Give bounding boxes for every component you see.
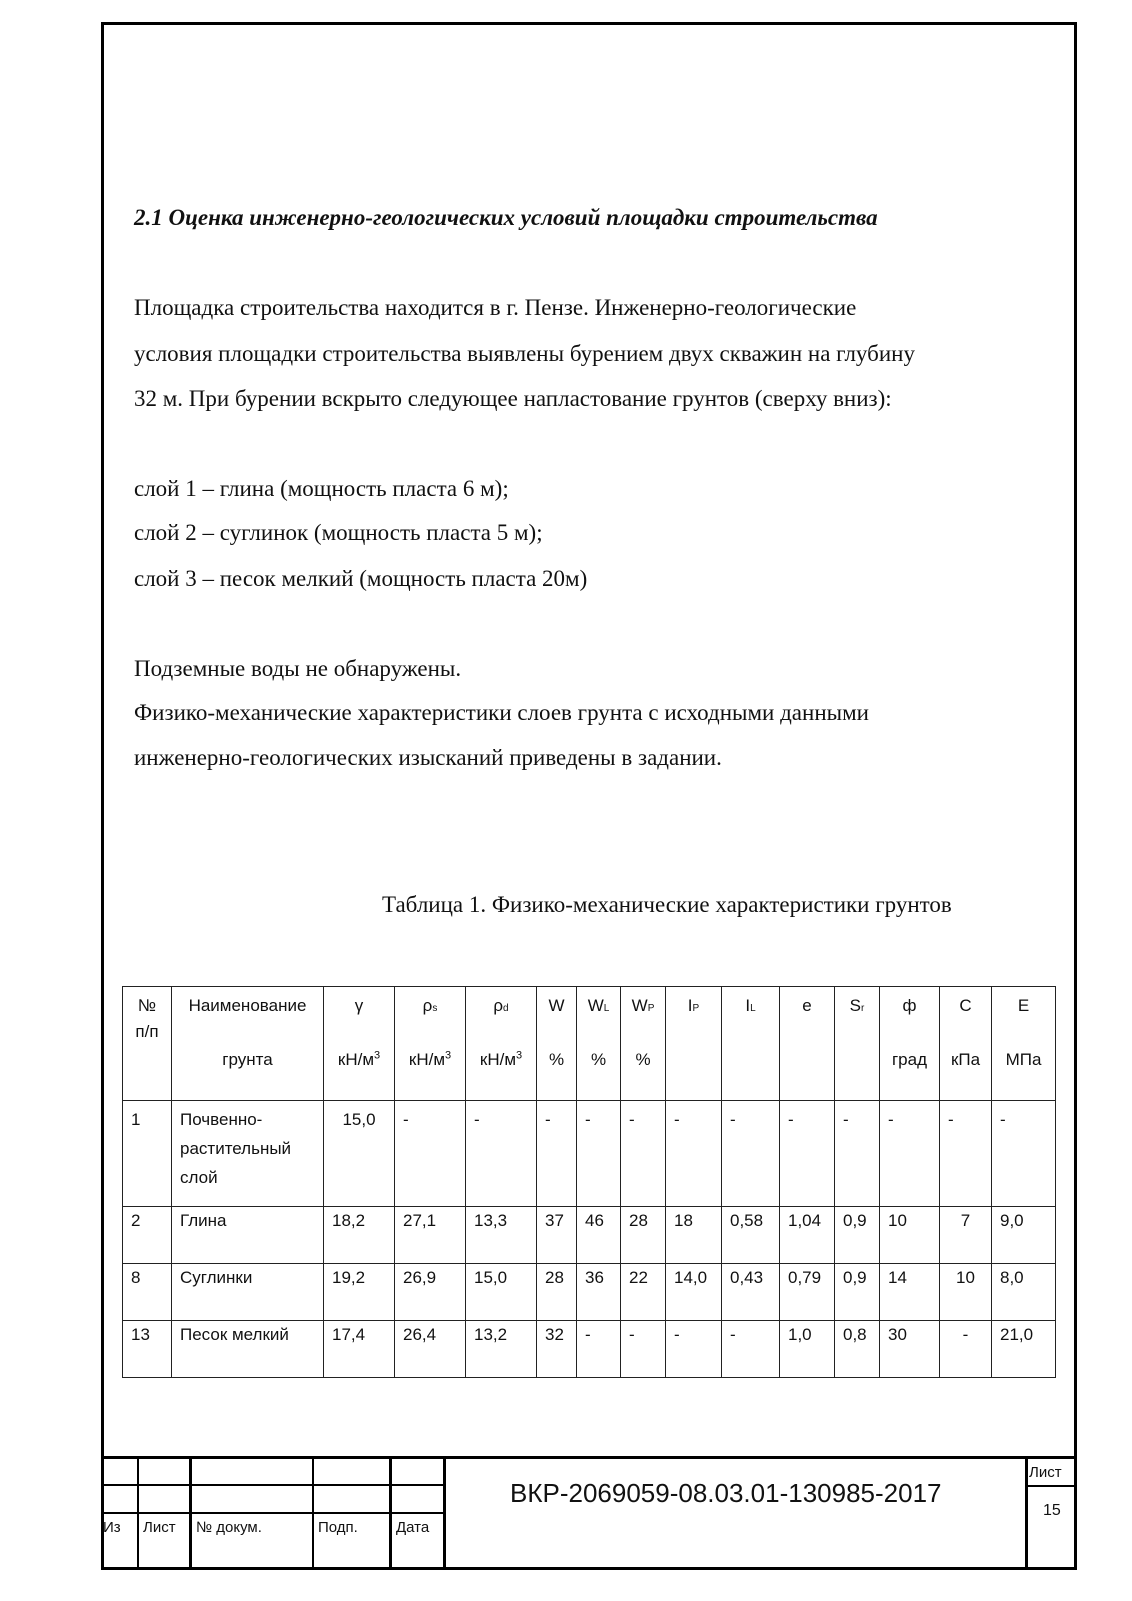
cell-sr: 0,8 (835, 1321, 880, 1378)
title-block-col-line-4 (389, 1456, 392, 1570)
cell-rho-d: 13,3 (466, 1207, 537, 1264)
cell-wl: 36 (577, 1264, 621, 1321)
cell-rho-s: 26,4 (395, 1321, 466, 1378)
cell-ip: 14,0 (666, 1264, 722, 1321)
cell-ip: - (666, 1321, 722, 1378)
header-wl: W (587, 996, 604, 1015)
cell-c: - (940, 1321, 992, 1378)
row-soil-name: Песок мелкий (172, 1321, 324, 1378)
cell-e: 0,79 (780, 1264, 835, 1321)
cell-E: 8,0 (992, 1264, 1056, 1321)
header-wl-unit: % (590, 1050, 607, 1069)
header-E: Е (1017, 996, 1030, 1015)
sheet-number: 15 (1043, 1502, 1061, 1519)
cell-phi: 10 (880, 1207, 940, 1264)
header-wp-unit: % (635, 1050, 651, 1069)
header-wp: W (631, 996, 648, 1015)
title-block-col-line-2 (189, 1456, 192, 1570)
cell-ip: - (666, 1101, 722, 1207)
cell-c: 10 (940, 1264, 992, 1321)
header-gamma-unit-sup: 3 (374, 1049, 381, 1062)
cell-wp: - (621, 1321, 666, 1378)
header-rho-s-unit: кН/м (408, 1050, 445, 1069)
cell-gamma: 17,4 (324, 1321, 395, 1378)
section-heading: 2.1 Оценка инженерно-геологических условий площадки строительства (134, 205, 878, 230)
cell-wp: 28 (621, 1207, 666, 1264)
cell-E: 9,0 (992, 1207, 1056, 1264)
cell-e: - (780, 1101, 835, 1207)
cell-sr: 0,9 (835, 1264, 880, 1321)
header-c: С (959, 996, 972, 1015)
cell-il: 0,58 (722, 1207, 780, 1264)
cell-il: - (722, 1101, 780, 1207)
header-rho-d-unit-sup: 3 (516, 1049, 523, 1062)
row-num: 2 (123, 1207, 172, 1264)
header-num: № (137, 996, 157, 1015)
title-block-col-line-3 (312, 1456, 314, 1570)
header-gamma-unit: кН/м (337, 1050, 374, 1069)
header-rho-d: ρ (493, 996, 504, 1015)
cell-E: 21,0 (992, 1321, 1056, 1378)
header-name: Наименование (188, 996, 307, 1015)
row-soil-name: Глина (172, 1207, 324, 1264)
cell-wp: - (621, 1101, 666, 1207)
title-block-label-iz: Из (103, 1519, 121, 1536)
header-e: e (802, 996, 812, 1015)
cell-wl: - (577, 1101, 621, 1207)
header-phi-unit: град (891, 1050, 928, 1069)
layer-line-3: слой 3 – песок мелкий (мощность пласта 20м) (134, 566, 588, 591)
cell-phi: - (880, 1101, 940, 1207)
header-rho-d-sub: d (503, 1003, 509, 1014)
cell-gamma: 18,2 (324, 1207, 395, 1264)
cell-phi: 14 (880, 1264, 940, 1321)
cell-w: 32 (537, 1321, 577, 1378)
cell-e: 1,0 (780, 1321, 835, 1378)
header-w-unit: % (548, 1050, 565, 1069)
cell-wl: 46 (577, 1207, 621, 1264)
soil-properties-table (122, 986, 1056, 1378)
cell-wl: - (577, 1321, 621, 1378)
header-ip: I (687, 996, 693, 1015)
note-line-3: инженерно-геологических изысканий приведены в задании. (134, 745, 722, 770)
cell-il: - (722, 1321, 780, 1378)
cell-w: 28 (537, 1264, 577, 1321)
document-code: ВКР-2069059-08.03.01-130985-2017 (510, 1478, 942, 1508)
note-line-1: Подземные воды не обнаружены. (134, 656, 462, 681)
title-block-label-sign: Подп. (318, 1519, 358, 1536)
intro-line-1: Площадка строительства находится в г. Пензе. Инженерно-геологические (134, 295, 857, 320)
title-block-label-date: Дата (396, 1519, 430, 1536)
title-block-label-list: Лист (143, 1519, 176, 1536)
header-sr-sub: r (861, 1003, 865, 1014)
cell-rho-d: - (466, 1101, 537, 1207)
table-row (123, 1321, 1056, 1378)
sheet-label: Лист (1029, 1464, 1062, 1481)
title-block-sheet-line (1026, 1485, 1077, 1487)
header-name-2: грунта (222, 1050, 273, 1069)
cell-E: - (992, 1101, 1056, 1207)
header-rho-s-unit-sup: 3 (445, 1049, 452, 1062)
header-il-sub: L (750, 1003, 756, 1014)
cell-rho-s: - (395, 1101, 466, 1207)
row-num: 13 (123, 1321, 172, 1378)
intro-line-3: 32 м. При бурении вскрыто следующее напластование грунтов (сверху вниз): (134, 386, 892, 411)
title-block-col-line-1 (137, 1456, 139, 1570)
header-E-unit: МПа (1005, 1050, 1042, 1069)
cell-rho-d: 13,2 (466, 1321, 537, 1378)
cell-ip: 18 (666, 1207, 722, 1264)
cell-c: 7 (940, 1207, 992, 1264)
cell-rho-s: 27,1 (395, 1207, 466, 1264)
cell-phi: 30 (880, 1321, 940, 1378)
title-block-col-line-5 (443, 1456, 446, 1570)
cell-il: 0,43 (722, 1264, 780, 1321)
cell-e: 1,04 (780, 1207, 835, 1264)
cell-c: - (940, 1101, 992, 1207)
table-row (123, 1207, 1056, 1264)
title-block-top-line (101, 1456, 1077, 1459)
header-il: I (745, 996, 751, 1015)
cell-sr: 0,9 (835, 1207, 880, 1264)
cell-w: 37 (537, 1207, 577, 1264)
header-wl-sub: L (603, 1003, 610, 1014)
header-ip-sub: P (692, 1003, 700, 1014)
header-num-2: п/п (135, 1022, 159, 1041)
layer-line-1: слой 1 – глина (мощность пласта 6 м); (134, 476, 509, 501)
row-soil-name: Почвенно-растительный слой (172, 1101, 324, 1207)
header-rho-d-unit: кН/м (479, 1050, 516, 1069)
header-phi: ф (902, 996, 917, 1015)
note-line-2: Физико-механические характеристики слоев грунта с исходными данными (134, 700, 869, 725)
intro-line-2: условия площадки строительства выявлены бурением двух скважин на глубину (134, 341, 915, 366)
header-rho-s-sub: s (432, 1003, 438, 1014)
header-gamma: γ (354, 996, 364, 1015)
table-row (123, 1264, 1056, 1321)
header-rho-s: ρ (422, 996, 433, 1015)
cell-w: - (537, 1101, 577, 1207)
table-caption: Таблица 1. Физико-механические характеристики грунтов (382, 892, 952, 917)
row-soil-name: Суглинки (172, 1264, 324, 1321)
cell-gamma: 15,0 (324, 1101, 395, 1207)
cell-wp: 22 (621, 1264, 666, 1321)
cell-rho-s: 26,9 (395, 1264, 466, 1321)
title-block-label-doc: № докум. (196, 1519, 262, 1536)
cell-sr: - (835, 1101, 880, 1207)
cell-gamma: 19,2 (324, 1264, 395, 1321)
header-c-unit: кПа (950, 1050, 981, 1069)
title-block-col-line-6 (1025, 1456, 1028, 1570)
row-num: 1 (123, 1101, 172, 1207)
row-num: 8 (123, 1264, 172, 1321)
layer-line-2: слой 2 – суглинок (мощность пласта 5 м); (134, 520, 543, 545)
cell-rho-d: 15,0 (466, 1264, 537, 1321)
header-w: W (548, 996, 565, 1015)
table-row (123, 1101, 1056, 1207)
header-sr: S (849, 996, 861, 1015)
header-wp-sub: P (647, 1003, 655, 1014)
table-header-row (123, 987, 1056, 1101)
